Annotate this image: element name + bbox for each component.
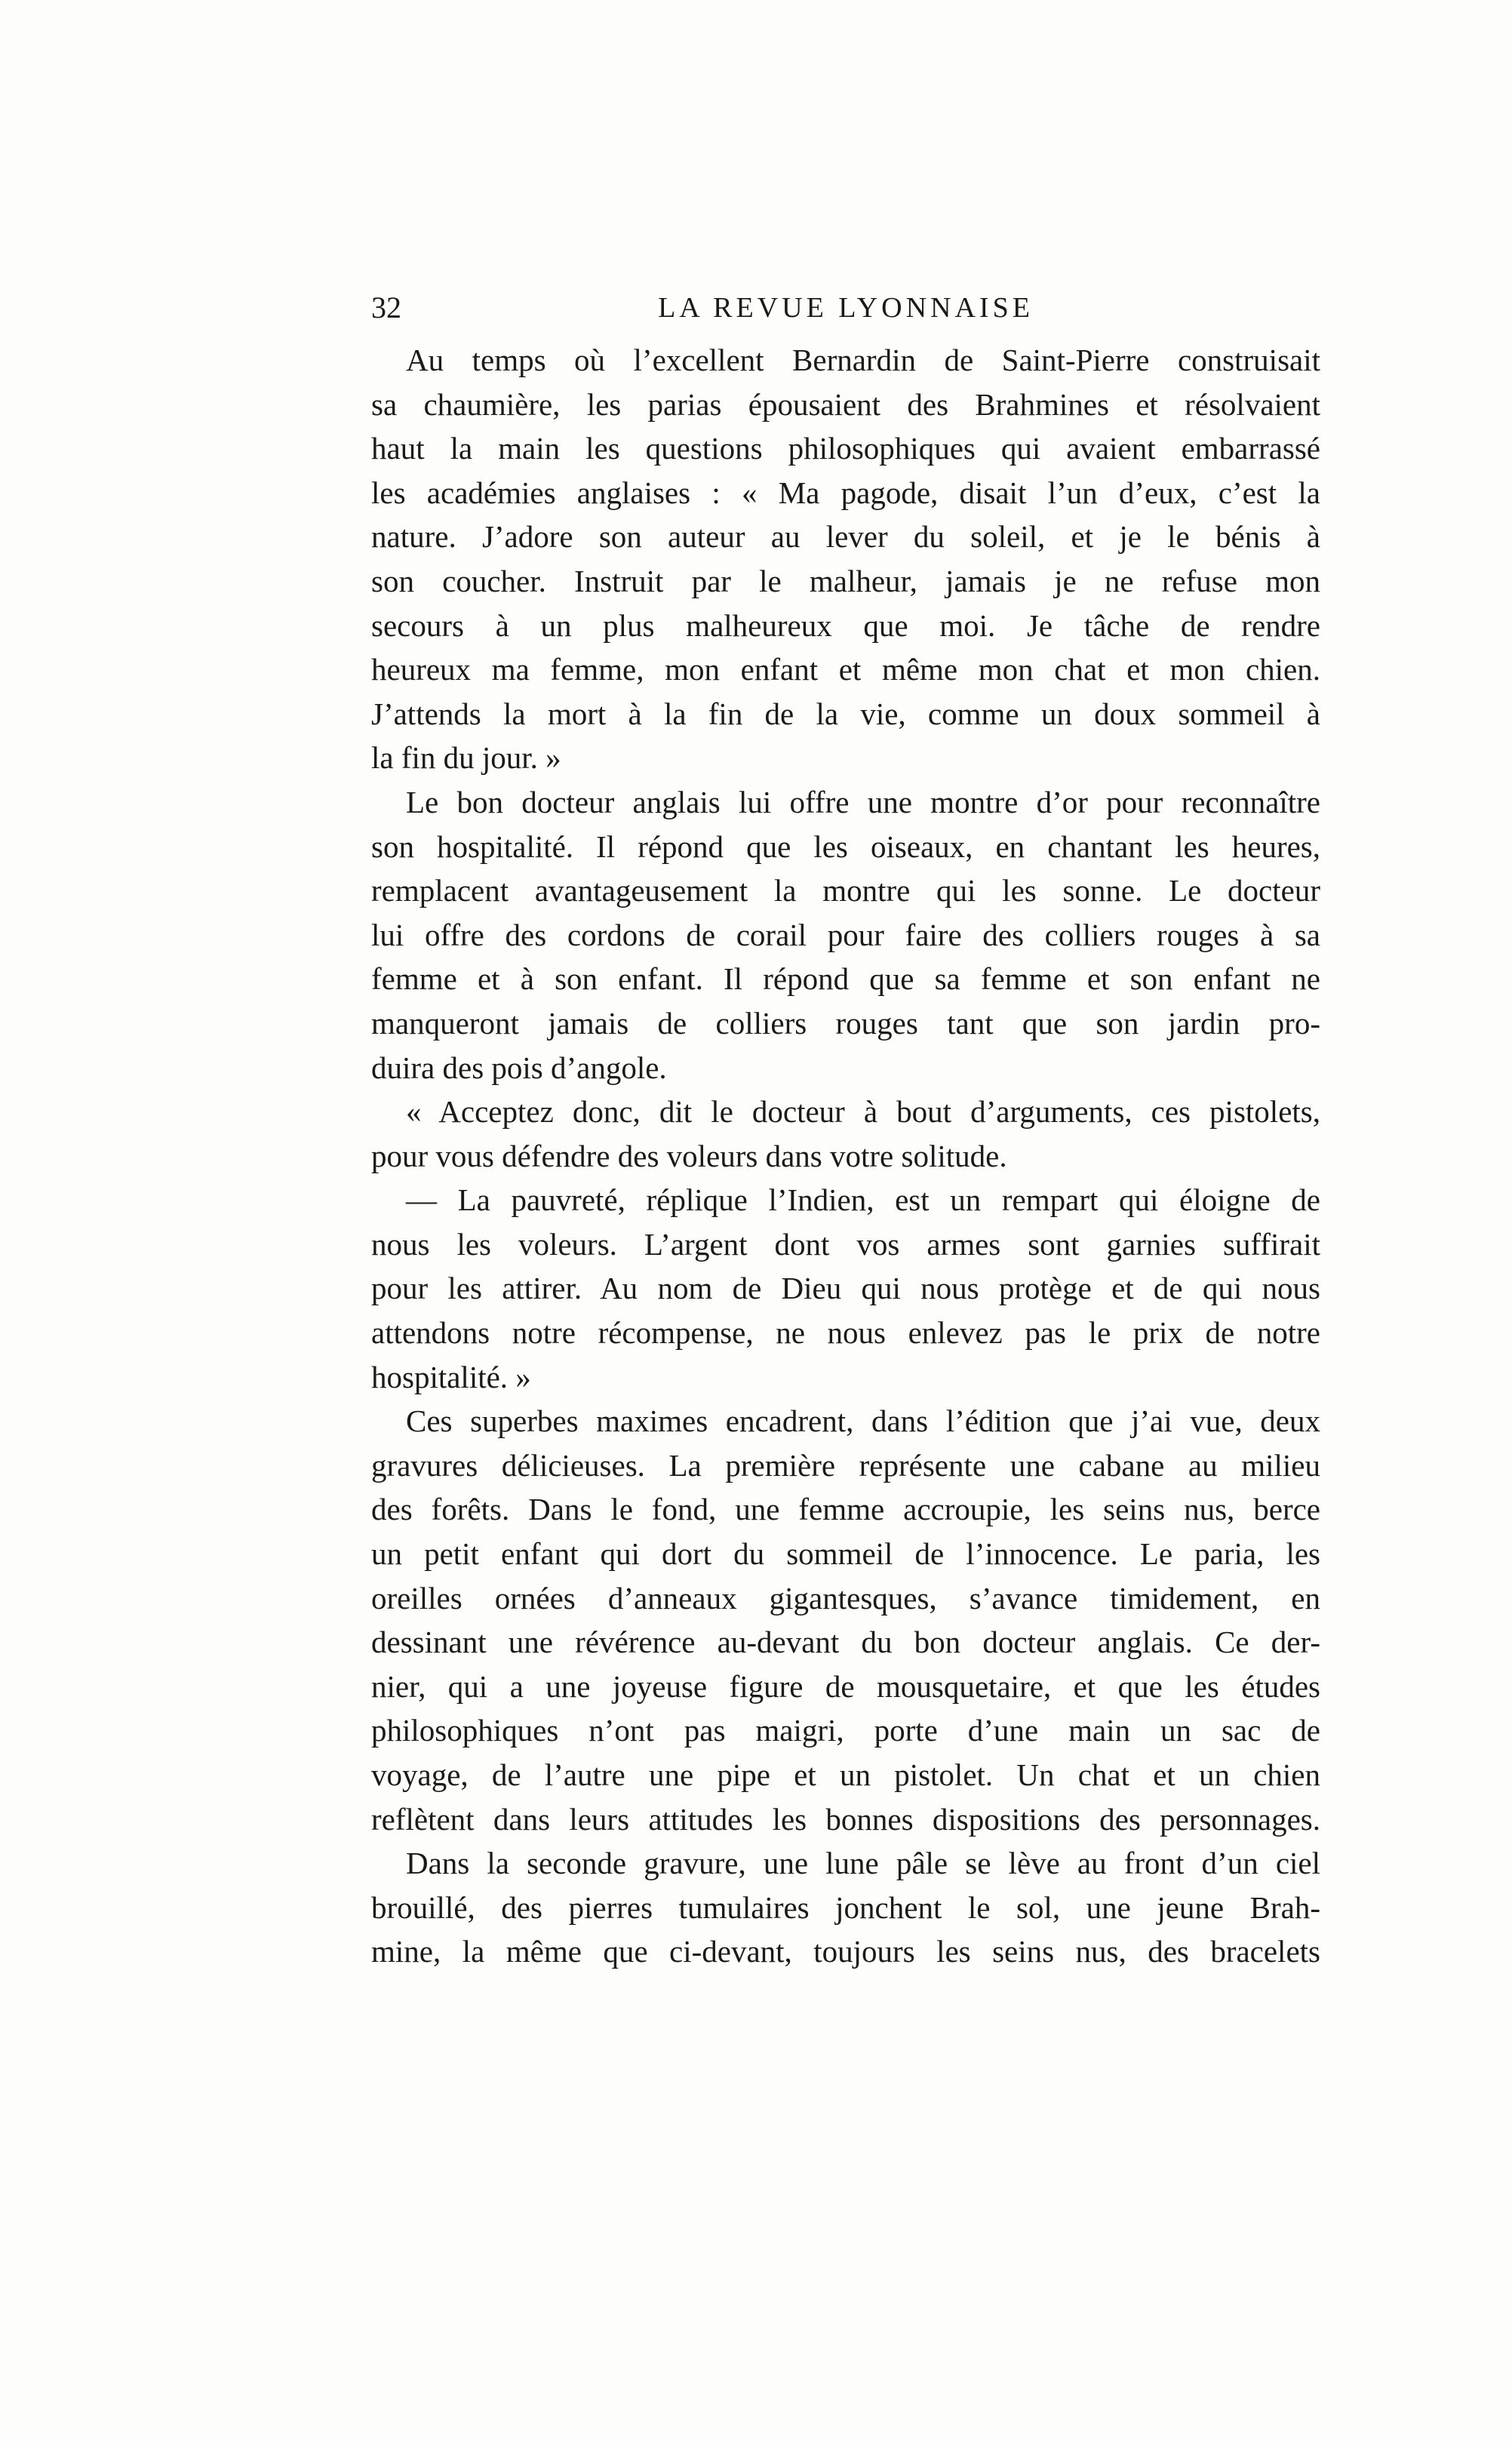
text-line: « Acceptez donc, dit le docteur à bout d’arguments, ces pistolets, [406, 1094, 1320, 1130]
text-line: philosophiques n’ont pas maigri, porte d’une main un sac de [371, 1713, 1320, 1748]
text-line: Le bon docteur anglais lui offre une montre d’or pour reconnaître [406, 784, 1320, 819]
text-line: J’attends la mort à la fin de la vie, comme un doux sommeil à [371, 696, 1320, 731]
text-line: mine, la même que ci-devant, toujours les seins nus, des bracelets [371, 1934, 1320, 1969]
text-line: — La pauvreté, réplique l’Indien, est un rempart qui éloigne de [406, 1182, 1320, 1218]
text-line: heureux ma femme, mon enfant et même mon chat et mon chien. [371, 652, 1320, 687]
text-line: hospitalité. » [371, 1359, 531, 1394]
text-line: nature. J’adore son auteur au lever du soleil, et je le bénis à [371, 519, 1320, 555]
text-line: pour les attirer. Au nom de Dieu qui nous protège et de qui nous [371, 1271, 1320, 1306]
text-line: dessinant une révérence au-devant du bon docteur anglais. Ce der- [371, 1625, 1320, 1660]
paragraph [371, 1841, 1320, 1974]
text-line: sa chaumière, les parias épousaient des Brahmines et résolvaient [371, 386, 1320, 422]
text-line: haut la main les questions philosophiques qui avaient embarrassé [371, 431, 1320, 466]
paragraph [371, 1399, 1320, 1841]
paragraph [371, 1178, 1320, 1399]
paragraph [371, 780, 1320, 1090]
text-line: voyage, de l’autre une pipe et un pistolet. Un chat et un chien [371, 1757, 1320, 1792]
text-line: manqueront jamais de colliers rouges tant que son jardin pro- [371, 1005, 1320, 1041]
text-line: des forêts. Dans le fond, une femme accroupie, les seins nus, berce [371, 1492, 1320, 1527]
text-line: pour vous défendre des voleurs dans votre solitude. [371, 1138, 1007, 1173]
text-line: nier, qui a une joyeuse figure de mousquetaire, et que les études [371, 1668, 1320, 1704]
text-line: brouillé, des pierres tumulaires jonchent le sol, une jeune Brah- [371, 1889, 1320, 1925]
text-line: Ces superbes maximes encadrent, dans l’édition que j’ai vue, deux [406, 1403, 1320, 1439]
page-number: 32 [371, 291, 401, 324]
text-line: son hospitalité. Il répond que les oiseaux, en chantant les heures, [371, 829, 1320, 864]
text-line: secours à un plus malheureux que moi. Je tâche de rendre [371, 607, 1320, 643]
paragraph [371, 338, 1320, 780]
text-line: les académies anglaises : « Ma pagode, disait l’un d’eux, c’est la [371, 475, 1320, 510]
body-text [371, 338, 1320, 1974]
running-title: LA REVUE LYONNAISE [658, 292, 1034, 324]
text-line: attendons notre récompense, ne nous enlevez pas le prix de notre [371, 1315, 1320, 1351]
text-line: la fin du jour. » [371, 740, 561, 776]
text-line: femme et à son enfant. Il répond que sa femme et son enfant ne [371, 961, 1320, 997]
text-line: un petit enfant qui dort du sommeil de l’innocence. Le paria, les [371, 1536, 1320, 1572]
text-line: Dans la seconde gravure, une lune pâle se lève au front d’un ciel [406, 1846, 1320, 1881]
text-line: reflètent dans leurs attitudes les bonnes dispositions des personnages. [371, 1801, 1320, 1837]
text-line: son coucher. Instruit par le malheur, jamais je ne refuse mon [371, 563, 1320, 598]
text-line: remplacent avantageusement la montre qui les sonne. Le docteur [371, 873, 1320, 908]
text-line: Au temps où l’excellent Bernardin de Saint-Pierre construisait [406, 343, 1320, 377]
text-line: lui offre des cordons de corail pour faire des colliers rouges à sa [371, 917, 1320, 952]
text-line: nous les voleurs. L’argent dont vos armes sont garnies suffirait [371, 1226, 1320, 1262]
paragraph [371, 1090, 1320, 1178]
text-line: oreilles ornées d’anneaux gigantesques, s’avance timidement, en [371, 1580, 1320, 1616]
text-line: gravures délicieuses. La première représente une cabane au milieu [371, 1447, 1320, 1483]
page-header [371, 285, 1320, 330]
text-line: duira des pois d’angole. [371, 1050, 667, 1085]
